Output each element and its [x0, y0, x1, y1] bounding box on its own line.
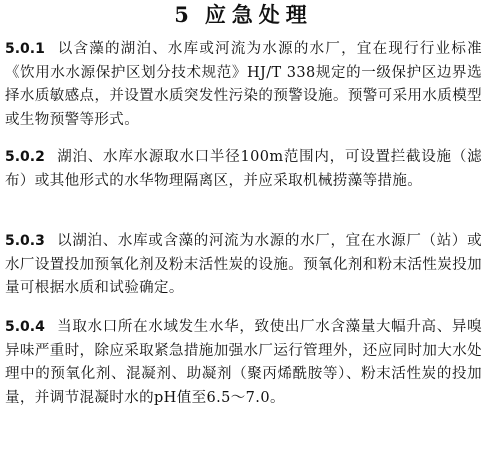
- clause-number: 5.0.3: [5, 233, 45, 249]
- clause-text: 当取水口所在水域发生水华，致使出厂水含藻量大幅升高、异嗅异味严重时，除应采取紧急措施加强水厂运行管理外，还应同时加大水处理中的预氧化剂、混凝剂、助凝剂（聚丙烯酰胺等）、粉末活性炭的投加量，并调节混凝时水的pH值至6.5～7.0。: [5, 319, 482, 406]
- clause-5-0-1: [5, 38, 482, 132]
- clause-5-0-3: [5, 230, 482, 301]
- chapter-title: 应急处理: [204, 2, 313, 27]
- clause-number: 5.0.4: [5, 319, 45, 335]
- clause-5-0-2: [5, 146, 482, 193]
- clause-number: 5.0.2: [5, 149, 45, 165]
- chapter-heading: [0, 2, 487, 28]
- chapter-number: 5: [174, 2, 195, 27]
- clause-text: 以湖泊、水库或含藻的河流为水源的水厂，宜在水源厂（站）或水厂设置投加预氧化剂及粉末活性炭的设施。预氧化剂和粉末活性炭投加量可根据水质和试验确定。: [5, 233, 482, 296]
- clause-text: 湖泊、水库水源取水口半径100m范围内，可设置拦截设施（滤布）或其他形式的水华物理隔离区，并应采取机械捞藻等措施。: [5, 149, 482, 189]
- clause-5-0-4: [5, 316, 482, 410]
- clause-number: 5.0.1: [5, 41, 45, 57]
- clause-text: 以含藻的湖泊、水库或河流为水源的水厂，宜在现行行业标准《饮用水水源保护区划分技术规范》HJ/T 338规定的一级保护区边界选择水质敏感点，并设置水质突发性污染的预警设施。预警可采用水质模型或生物预警等形式。: [5, 41, 482, 128]
